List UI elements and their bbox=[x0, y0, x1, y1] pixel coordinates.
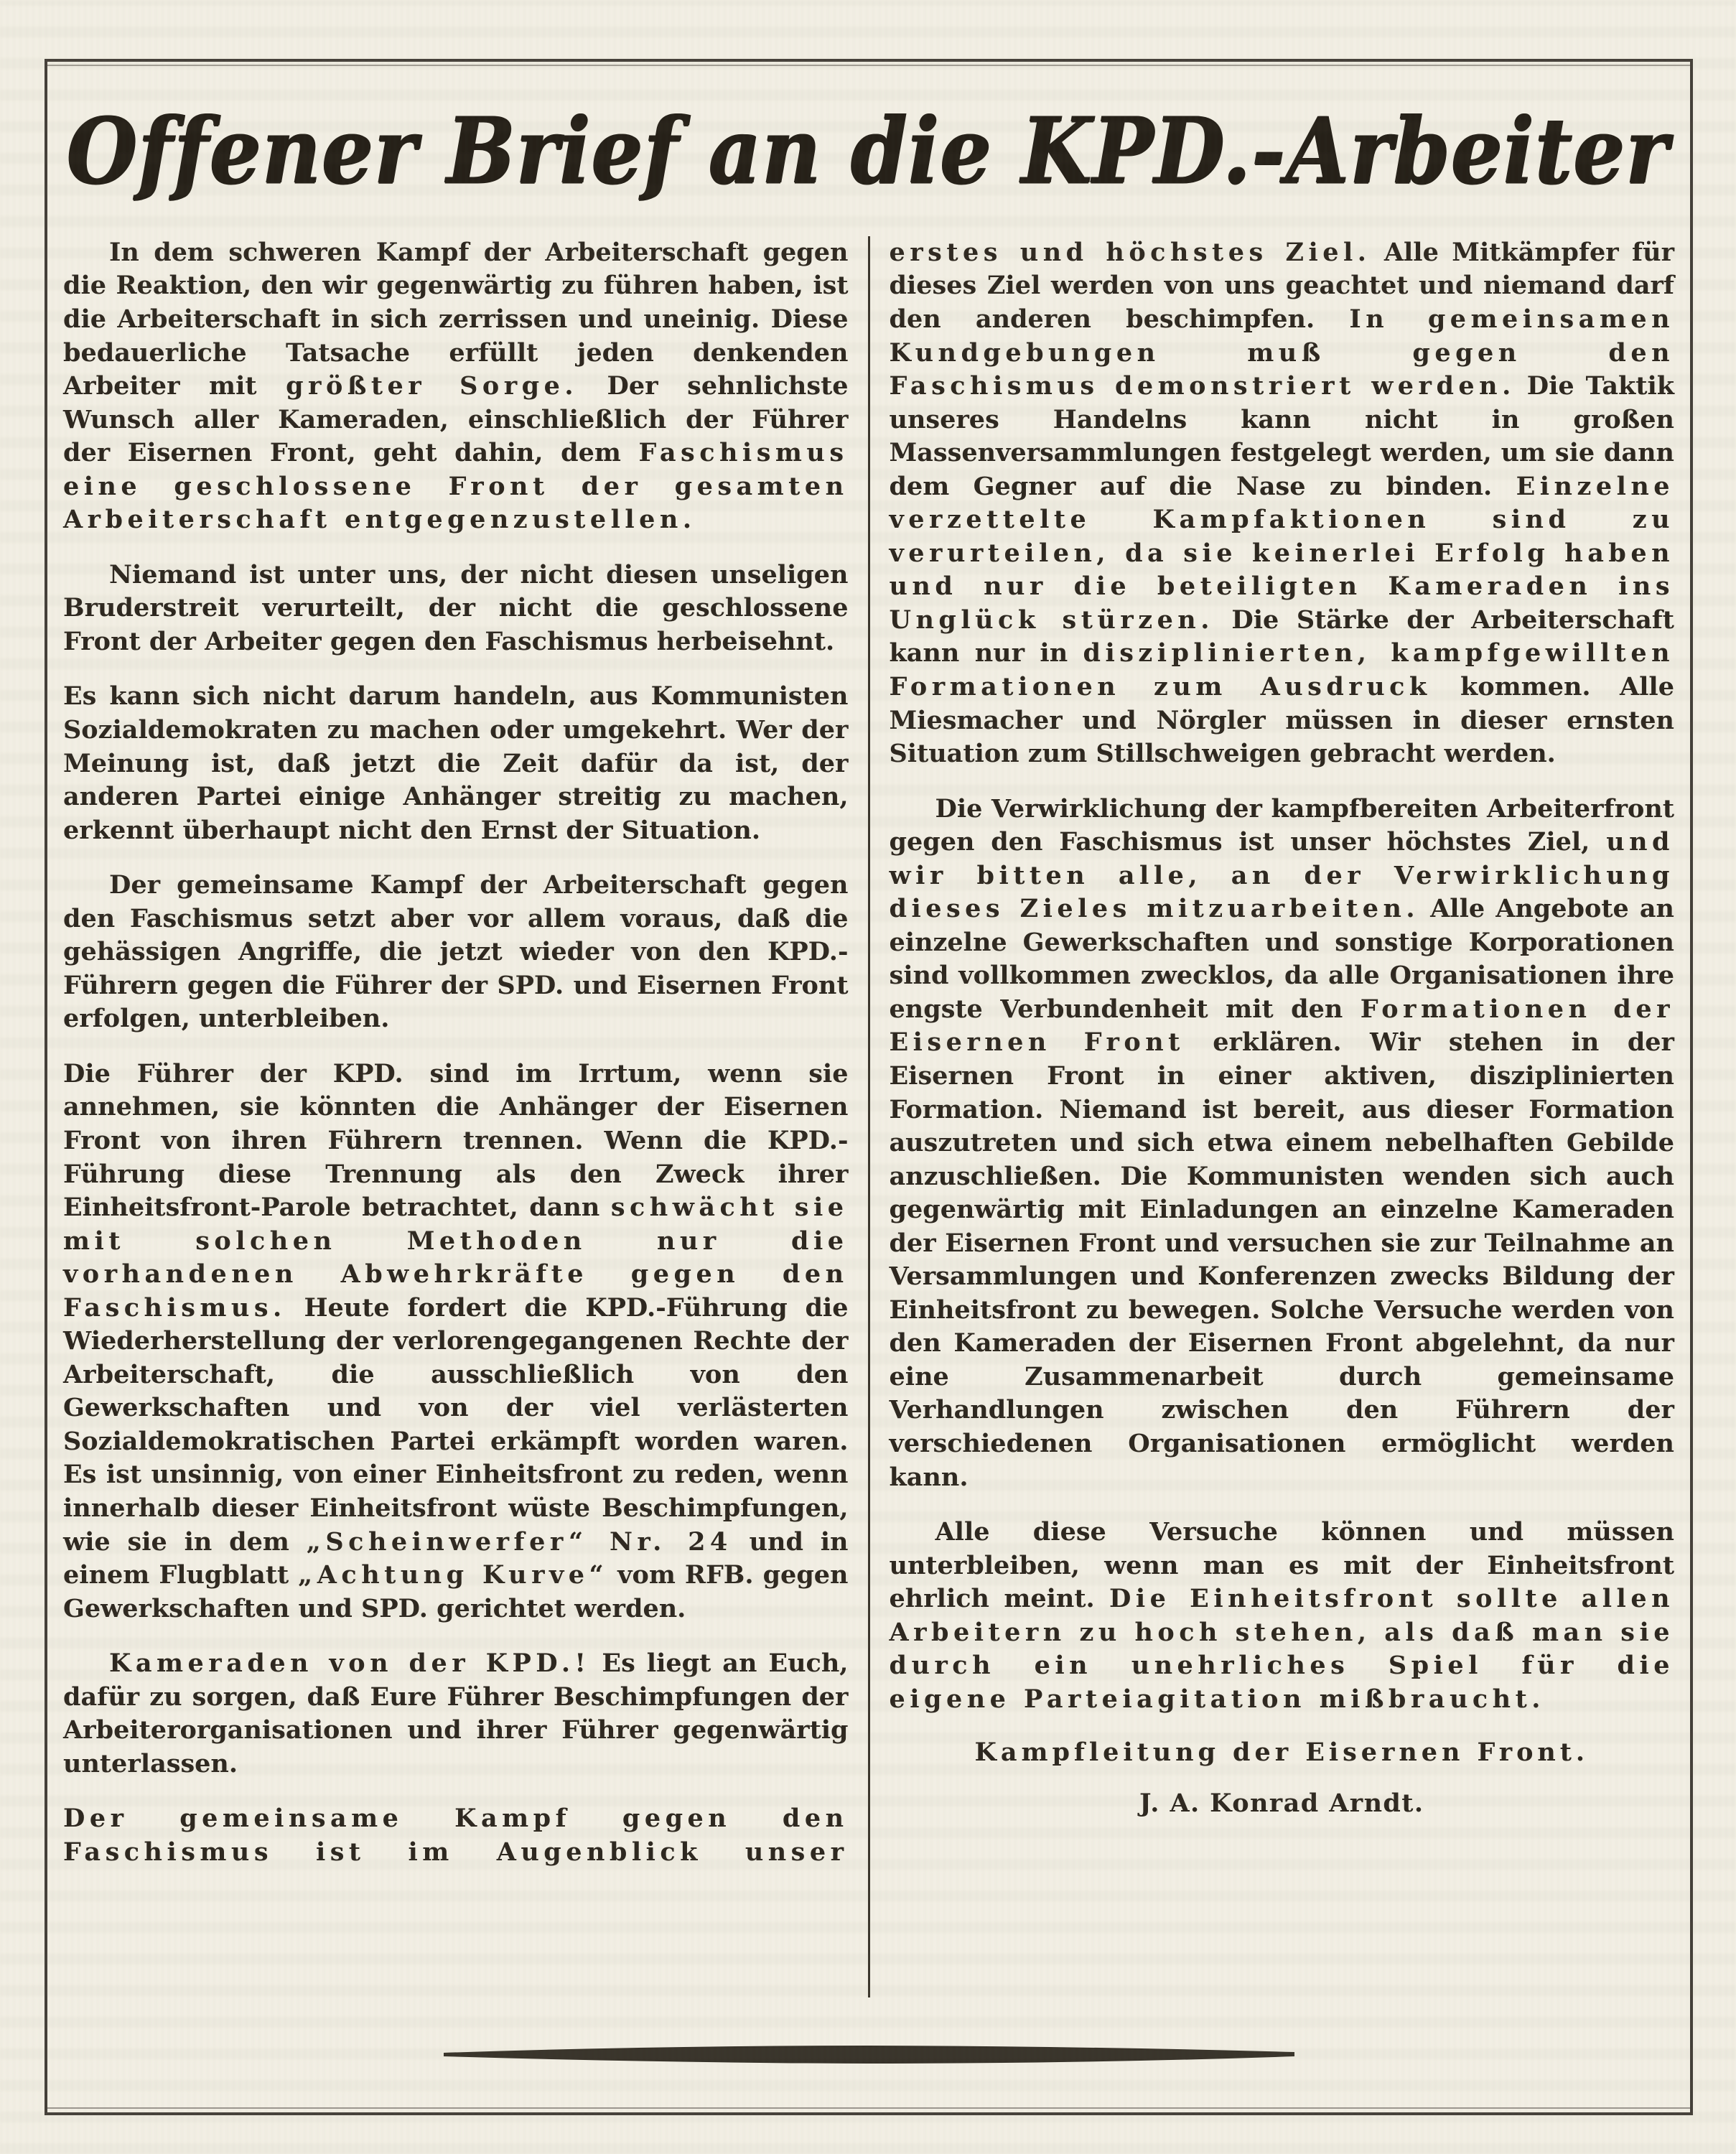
footer-rule-area bbox=[63, 1997, 1674, 2112]
body-text: Alle Angebote an einzelne Gewerkschaften und sonstige Korporationen sind vollkommen zwecklos, da alle Organisationen ihre engste Verbundenheit mit den bbox=[889, 894, 1674, 1024]
body-paragraph bbox=[63, 559, 849, 659]
body-text: In dem schweren Kampf der Arbeiterschaft gegen die Reaktion, den wir gegenwärtig zu führen haben, ist die Arbeiterschaft in sich zerrissen und uneinig. Diese bedauerliche Tatsache erfüllt jeden denkenden Arbeiter mit bbox=[63, 237, 849, 401]
body-text: Der sehnlichste Wunsch aller Kameraden, einschließlich der Führer der Eisernen Front, geht dahin, dem bbox=[63, 371, 849, 468]
emphasized-spaced-text: erstes und höchstes Ziel. bbox=[889, 237, 1371, 267]
body-text: Die Taktik unseres Handelns kann nicht in großen Massenversammlungen festgelegt werden, um sie dann dem Gegner auf die Nase zu binden. bbox=[889, 371, 1674, 501]
emphasized-spaced-text: Die Einheitsfront sollte allen Arbeitern zu hoch stehen, als daß man sie durch ein unehrliches Spiel für die eigene Parteiagitation mißbraucht. bbox=[889, 1584, 1674, 1714]
body-paragraph bbox=[63, 236, 849, 537]
emphasized-spaced-text: Einzelne verzettelte Kampfaktionen sind zu verurteilen, da sie keinerlei Erfolg haben und nur die beteiligten Kameraden ins Unglück stürzen. bbox=[889, 471, 1674, 635]
text-column-right-paragraphs bbox=[890, 236, 1675, 1717]
body-text: erklären. Wir stehen in der Eisernen Front in einer aktiven, disziplinierten Formation. Niemand ist bereit, aus dieser Formation auszutreten und sich etwa einem nebelhaften Gebilde anzuschließen. Die Kommunisten wenden sich auch gegenwärtig mit Einladungen an einzelne Kameraden der Eisernen Front und versuchen sie zur Teilnahme an Versammlungen und Konferenzen zwecks Bildung der Einheitsfront zu bewegen. Solche Versuche werden von den Kameraden der Eisernen Front abgelehnt, da nur eine Zusammenarbeit durch gemeinsame Verhandlungen zwischen den Führern der verschiedenen Organisationen ermöglicht werden kann. bbox=[889, 1027, 1675, 1492]
body-text: Alle diese Versuche können und müssen unterbleiben, wenn man es mit der Einheitsfront ehrlich meint. bbox=[889, 1517, 1674, 1614]
body-text: Es liegt an Euch, dafür zu sorgen, daß Eure Führer Beschimpfungen der Arbeiterorganisationen und ihrer Führer gegenwärtig unterlassen. bbox=[63, 1649, 849, 1778]
body-paragraph bbox=[63, 1647, 849, 1781]
column-divider-rule bbox=[868, 236, 870, 1997]
emphasized-spaced-text: Formationen der Eisernen Front bbox=[889, 994, 1674, 1058]
page-title bbox=[66, 99, 1674, 203]
emphasized-spaced-text: Faschismus eine geschlossene Front der gesamten Arbeiterschaft entgegenzustellen. bbox=[63, 438, 849, 535]
emphasized-spaced-text: In gemeinsamen Kundgebungen muß gegen den Faschismus demonstriert werden. bbox=[889, 304, 1674, 401]
emphasized-spaced-text: Der gemeinsame Kampf gegen den Faschismus ist im Augenblick unser bbox=[63, 1804, 849, 1867]
body-text: Es kann sich nicht darum handeln, aus Kommunisten Sozialdemokraten zu machen oder umgekehrt. Wer der Meinung ist, daß jetzt die Zeit dafür da ist, der anderen Partei einige Anhänger streitig zu machen, erkennt überhaupt nicht den Ernst der Situation. bbox=[63, 681, 849, 845]
body-text: Der gemeinsame Kampf der Arbeiterschaft gegen den Faschismus setzt aber vor allem voraus, daß die gehässigen Angriffe, die jetzt wieder von den KPD.-Führern gegen die Führer der SPD. und Eisernen Front erfolgen, unterbleiben. bbox=[63, 870, 849, 1034]
body-text: Die Führer der KPD. sind im Irrtum, wenn sie annehmen, sie könnten die Anhänger der Eisernen Front von ihren Führern trennen. Wenn die KPD.-Führung diese Trennung als den Zweck ihrer Einheitsfront-Parole betrachtet, dann bbox=[63, 1058, 849, 1223]
emphasized-spaced-text: disziplinierten, kampfgewillten Formationen zum Ausdruck bbox=[889, 638, 1674, 701]
emphasized-spaced-text: Kameraden von der KPD.! bbox=[109, 1649, 591, 1679]
body-text: vom RFB. gegen Gewerkschaften und SPD. gerichtet werden. bbox=[63, 1560, 849, 1623]
emphasized-spaced-text: „Scheinwerfer“ Nr. 24 bbox=[306, 1526, 732, 1557]
page-title-text: Offener Brief an die KPD.-Arbeiter bbox=[66, 98, 1669, 204]
body-text: Die Stärke der Arbeiterschaft kann nur in bbox=[889, 605, 1674, 668]
text-column-left bbox=[63, 236, 849, 1891]
signature-organization: Kampfleitung der Eisernen Front. bbox=[974, 1738, 1590, 1768]
body-paragraph bbox=[63, 1802, 849, 1869]
emphasized-spaced-text: „Achtung Kurve“ bbox=[298, 1560, 609, 1590]
body-paragraph bbox=[890, 1516, 1675, 1716]
body-text: und in einem Flugblatt bbox=[63, 1526, 849, 1590]
emphasized-spaced-text: schwächt sie mit solchen Methoden nur die vorhandenen Abwehrkräfte gegen den Faschismus. bbox=[63, 1193, 849, 1323]
body-text: kommen. Alle Miesmacher und Nörgler müssen in dieser ernsten Situation zum Stillschweigen gebracht werden. bbox=[889, 672, 1674, 769]
body-paragraph bbox=[890, 236, 1675, 771]
body-text: Niemand ist unter uns, der nicht diesen unseligen Bruderstreit verurteilt, der nicht die geschlossene Front der Arbeiter gegen den Faschismus herbeisehnt. bbox=[63, 559, 849, 656]
two-column-body bbox=[63, 236, 1674, 1997]
emphasized-spaced-text: größter Sorge. bbox=[286, 371, 578, 401]
body-paragraph bbox=[63, 869, 849, 1036]
text-column-right bbox=[890, 236, 1675, 1819]
leaflet-border-frame bbox=[45, 59, 1693, 2115]
body-paragraph bbox=[890, 793, 1675, 1494]
body-text: Heute fordert die KPD.-Führung die Wiederherstellung der verlorengegangenen Rechte der Arbeiterschaft, die ausschließlich von den Gewerkschaften und von der viel verlästerten Sozialdemokratischen Partei erkämpft worden waren. Es ist unsinnig, von einer Einheitsfront zu reden, wenn innerhalb dieser Einheitsfront wüste Beschimpfungen, wie sie in dem bbox=[63, 1292, 849, 1557]
body-paragraph bbox=[63, 1058, 849, 1626]
body-text: Die Verwirklichung der kampfbereiten Arbeiterfront gegen den Faschismus ist unser höchstes Ziel, bbox=[889, 793, 1674, 857]
emphasized-spaced-text: und wir bitten alle, an der Verwirklichung dieses Zieles mitzuarbeiten. bbox=[889, 827, 1674, 924]
body-paragraph bbox=[63, 680, 849, 847]
body-text: Alle Mitkämpfer für dieses Ziel werden von uns geachtet und niemand darf den anderen beschimpfen. bbox=[889, 237, 1675, 334]
signature-name: J. A. Konrad Arndt. bbox=[1139, 1789, 1424, 1819]
swelled-rule-ornament bbox=[444, 2044, 1294, 2066]
